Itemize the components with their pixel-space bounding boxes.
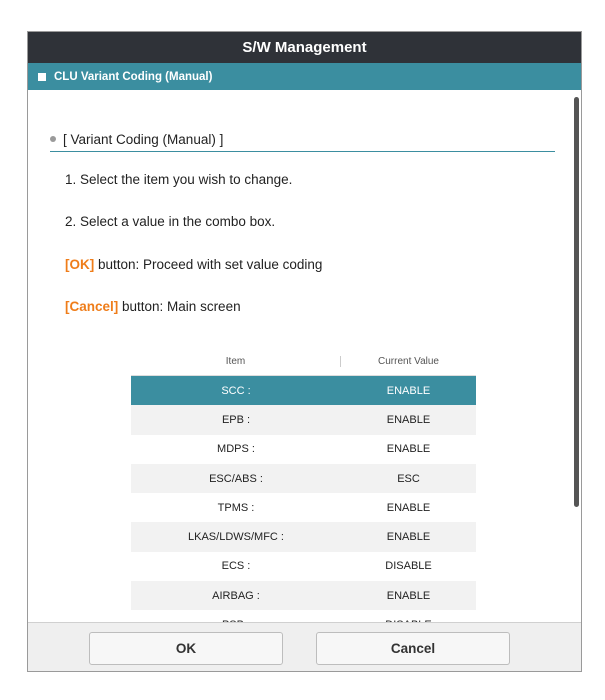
row-item: AIRBAG :: [212, 589, 260, 602]
row-item: ECS :: [221, 560, 251, 573]
heading-text: [ Variant Coding (Manual) ]: [63, 131, 224, 147]
column-header-item: Item: [131, 356, 341, 367]
row-item: MDPS :: [217, 443, 255, 456]
ok-tag: [OK]: [65, 257, 95, 272]
row-item: LKAS/LDWS/MFC :: [188, 531, 284, 544]
instruction-step-2: 2. Select a value in the combo box.: [65, 214, 276, 229]
table-row[interactable]: [131, 552, 476, 581]
variant-coding-table: [131, 348, 476, 640]
instruction-step-1: 1. Select the item you wish to change.: [65, 172, 293, 187]
row-value: DISABLE: [385, 560, 432, 573]
cancel-button[interactable]: Cancel: [316, 632, 510, 665]
row-value: ESC: [397, 472, 420, 485]
column-header-current-value: Current Value: [378, 356, 439, 367]
bullet-dot-icon: [50, 136, 56, 142]
row-item: EPB :: [221, 413, 251, 426]
content-heading: [50, 127, 555, 152]
content-area: [28, 90, 574, 625]
table-row[interactable]: [131, 493, 476, 522]
table-row[interactable]: [131, 464, 476, 493]
ok-button[interactable]: OK: [89, 632, 283, 665]
cancel-description: button: Main screen: [118, 299, 241, 314]
row-value: ENABLE: [386, 501, 431, 514]
square-bullet-icon: [38, 73, 46, 81]
instruction-cancel: [65, 299, 241, 314]
section-header: [28, 63, 581, 90]
button-footer: [28, 622, 581, 671]
table-row[interactable]: [131, 435, 476, 464]
ok-description: button: Proceed with set value coding: [94, 257, 323, 272]
row-value: ENABLE: [386, 531, 431, 544]
row-value: ENABLE: [386, 413, 431, 426]
table-row[interactable]: [131, 405, 476, 434]
cancel-tag: [Cancel]: [65, 299, 119, 314]
instruction-ok: [65, 257, 322, 272]
table-body: [131, 376, 476, 640]
vertical-scrollbar[interactable]: [574, 97, 579, 507]
sw-management-dialog: [27, 31, 582, 672]
row-value: ENABLE: [386, 384, 431, 397]
table-row[interactable]: [131, 376, 476, 405]
table-row[interactable]: [131, 522, 476, 551]
window-title: S/W Management: [28, 32, 581, 63]
row-value: ENABLE: [386, 589, 431, 602]
row-item: ESC/ABS :: [209, 472, 263, 485]
row-value: ENABLE: [386, 443, 431, 456]
row-item: SCC :: [221, 384, 251, 397]
table-row[interactable]: [131, 581, 476, 610]
section-title: CLU Variant Coding (Manual): [54, 70, 213, 83]
table-header: [131, 348, 476, 376]
row-item: TPMS :: [217, 501, 255, 514]
